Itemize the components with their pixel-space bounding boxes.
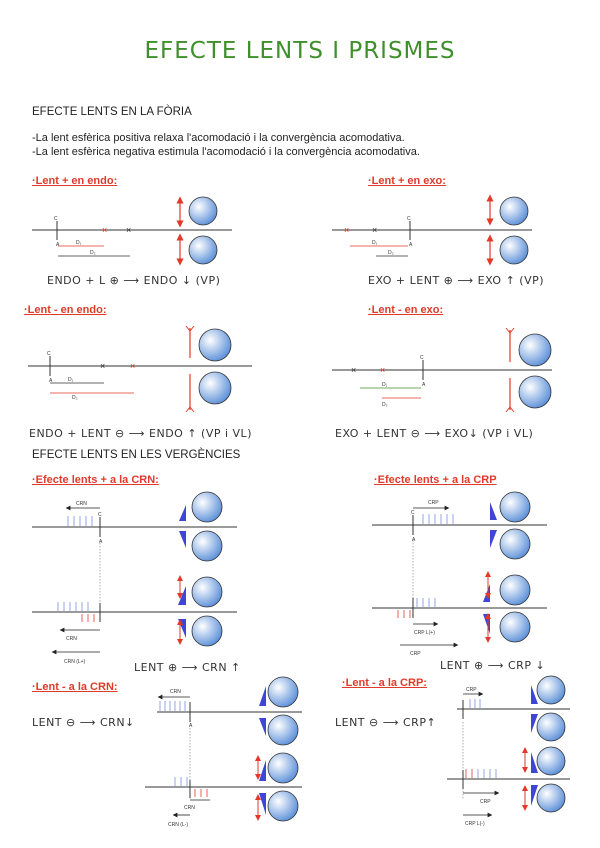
note-lent-minus-endo: ENDO + LENT ⊖ ⟶ ENDO ↑ (VP i VL) xyxy=(29,427,252,440)
eye-icon xyxy=(199,329,231,361)
eye-icon xyxy=(537,784,565,812)
cross-mark-red: × xyxy=(102,225,108,235)
label-crp-l-plus: CRP L(+) xyxy=(414,630,435,636)
label-d2: D₂ xyxy=(382,402,388,408)
note-lent-minus-crp: LENT ⊖ ⟶ CRP↑ xyxy=(335,716,437,729)
eye-icon xyxy=(268,791,298,821)
eye-icon xyxy=(192,492,222,522)
diagram-lents-plus-crn xyxy=(32,492,237,665)
note-lent-minus-crn: LENT ⊖ ⟶ CRN↓ xyxy=(32,716,135,729)
label-c: C xyxy=(98,512,102,518)
eye-icon xyxy=(537,713,565,741)
eye-icon xyxy=(537,676,565,704)
label-d2: D₂ xyxy=(90,250,96,256)
label-a: A xyxy=(49,378,53,384)
label-a: A xyxy=(422,382,426,388)
label-d2: D₂ xyxy=(388,250,394,256)
section-heading-foria: EFECTE LENTS EN LA FÒRIA xyxy=(32,106,192,118)
subtitle-lent-minus-exo: ·Lent - en exo: xyxy=(368,304,444,316)
note-lents-plus-crp: LENT ⊕ ⟶ CRP ↓ xyxy=(440,659,546,672)
eye-icon xyxy=(500,197,528,225)
label-c: C xyxy=(411,510,415,516)
diagram-lent-plus-endo xyxy=(32,197,232,264)
label-crp: CRP xyxy=(410,651,421,657)
label-d1: D₁ xyxy=(68,377,74,383)
note-lent-plus-exo: EXO + LENT ⊕ ⟶ EXO ↑ (VP) xyxy=(368,274,545,287)
label-a: A xyxy=(56,242,60,248)
label-crp: CRP xyxy=(480,799,491,805)
subtitle-lent-plus-exo: ·Lent + en exo: xyxy=(368,175,446,187)
note-lent-plus-endo: ENDO + L ⊕ ⟶ ENDO ↓ (VP) xyxy=(47,274,221,287)
subtitle-lent-minus-crn: ·Lent - a la CRN: xyxy=(32,681,118,693)
eye-icon xyxy=(268,677,298,707)
page-title: EFECTE LENTS I PRISMES xyxy=(144,38,456,64)
eye-icon xyxy=(537,747,565,775)
label-d1: D₁ xyxy=(76,240,82,246)
cross-mark-black: × xyxy=(351,365,357,375)
label-crn: CRN xyxy=(170,689,181,695)
label-c: C xyxy=(54,216,58,222)
subtitle-lents-plus-crp: ·Efecte lents + a la CRP xyxy=(374,474,497,486)
eye-icon xyxy=(500,612,530,642)
label-d1: D₁ xyxy=(382,382,388,388)
eye-icon xyxy=(500,575,530,605)
eye-icon xyxy=(192,531,222,561)
eye-icon xyxy=(268,715,298,745)
diagram-lent-minus-exo xyxy=(332,328,552,412)
eye-icon xyxy=(500,236,528,264)
eye-icon xyxy=(500,529,530,559)
subtitle-lents-plus-crn: ·Efecte lents + a la CRN: xyxy=(32,474,159,486)
label-a: A xyxy=(99,539,103,545)
label-c: C xyxy=(407,216,411,222)
cross-mark-black: × xyxy=(126,225,132,235)
eye-icon xyxy=(268,753,298,783)
diagram-lent-plus-exo xyxy=(332,197,532,264)
subtitle-lent-minus-endo: ·Lent - en endo: xyxy=(24,304,107,316)
foria-line-2: -La lent esfèrica negativa estimula l'acomodació i la convergència acomodativa. xyxy=(32,146,420,158)
section-heading-vergencies: EFECTE LENTS EN LES VERGÈNCIES xyxy=(32,449,241,461)
eye-icon xyxy=(192,577,222,607)
accommodation-ticks xyxy=(68,516,92,526)
eye-icon xyxy=(500,492,530,522)
label-crn: CRN xyxy=(184,805,195,811)
diagram-lent-minus-crn xyxy=(145,677,302,828)
label-c: C xyxy=(47,351,51,357)
cross-mark-red: × xyxy=(130,361,136,371)
label-d1: D₁ xyxy=(372,240,378,246)
diagram-lent-minus-endo xyxy=(28,326,252,412)
subtitle-lent-plus-endo: ·Lent + en endo: xyxy=(32,175,118,187)
eye-icon xyxy=(519,334,551,366)
label-d2: D₂ xyxy=(72,395,78,401)
label-crp-l-minus: CRP L(-) xyxy=(465,821,485,827)
label-a: A xyxy=(412,537,416,543)
label-crp: CRP xyxy=(428,500,439,506)
label-crn: CRN xyxy=(76,501,87,507)
label-crp: CRP xyxy=(466,687,477,693)
cross-mark-red: × xyxy=(344,225,350,235)
eye-icon xyxy=(199,372,231,404)
label-a: A xyxy=(409,242,413,248)
eye-icon xyxy=(189,236,217,264)
cross-mark-red: × xyxy=(380,365,386,375)
eye-icon xyxy=(189,197,217,225)
subtitle-lent-minus-crp: ·Lent - a la CRP: xyxy=(342,677,427,689)
eye-icon xyxy=(192,616,222,646)
diagram-lents-plus-crp xyxy=(372,492,547,657)
label-c: C xyxy=(420,355,424,361)
note-lents-plus-crn: LENT ⊕ ⟶ CRN ↑ xyxy=(134,661,241,674)
cross-mark-black: × xyxy=(100,361,106,371)
note-lent-minus-exo: EXO + LENT ⊖ ⟶ EXO↓ (VP i VL) xyxy=(335,427,534,440)
eye-icon xyxy=(519,376,551,408)
label-crn: CRN xyxy=(66,636,77,642)
foria-line-1: -La lent esfèrica positiva relaxa l'acomodació i la convergència acomodativa. xyxy=(32,132,405,144)
cross-mark-black: × xyxy=(372,225,378,235)
label-a: A xyxy=(189,723,193,729)
diagram-lent-minus-crp xyxy=(447,676,570,827)
label-crn-l-plus: CRN (L+) xyxy=(64,659,86,665)
label-crn-l-minus: CRN (L-) xyxy=(168,822,188,828)
